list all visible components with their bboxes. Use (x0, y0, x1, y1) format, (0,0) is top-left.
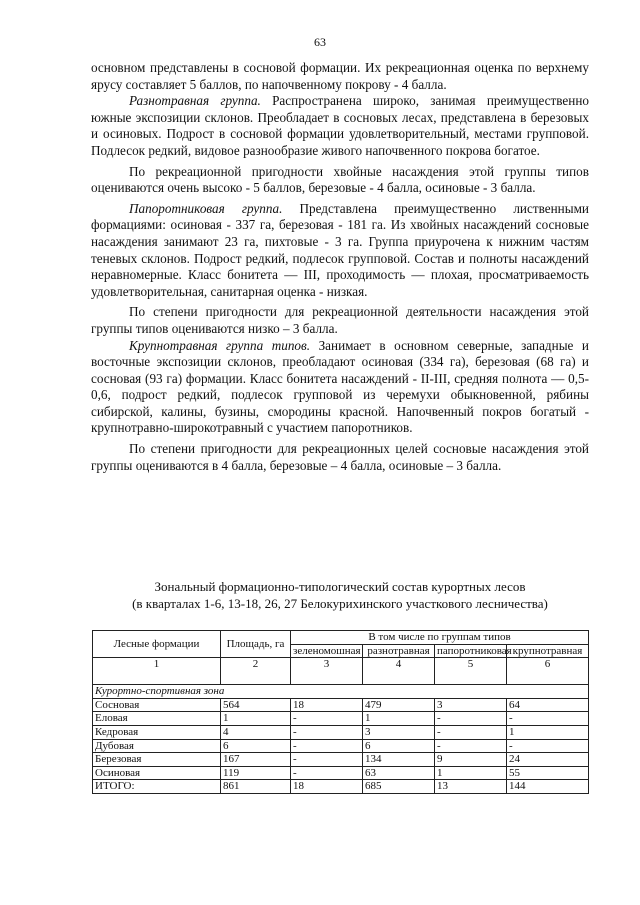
page-number: 63 (314, 35, 326, 49)
value-cell: 18 (291, 780, 363, 794)
value-cell: - (291, 712, 363, 726)
formation-name: Березовая (93, 753, 221, 767)
group-title: Разнотравная группа. (129, 93, 261, 109)
paragraph-text: Распространена широко, занимая преимущественно южные экспозиции склонов. Преобладает в сосновых лесах, представлена в березовых и осиновых. Подрост в сосновой формации удовлетворительный, местами групповой. Подлесок редкий, видовое разнообразие живого напочвенного покрова богатое. (91, 93, 589, 158)
column-number: 5 (435, 658, 507, 685)
area-cell: 119 (221, 766, 291, 780)
value-cell: 685 (363, 780, 435, 794)
value-cell: 144 (507, 780, 589, 794)
paragraph (91, 60, 589, 93)
value-cell: 55 (507, 766, 589, 780)
value-cell: 1 (507, 725, 589, 739)
header-area: Площадь, га (221, 631, 291, 658)
formation-name: Сосновая (93, 698, 221, 712)
value-cell: 1 (363, 712, 435, 726)
table-row (93, 698, 589, 712)
value-cell: - (435, 712, 507, 726)
value-cell: 3 (435, 698, 507, 712)
area-cell: 564 (221, 698, 291, 712)
table-caption (80, 578, 600, 612)
caption-line: Зональный формационно-типологический состав курортных лесов (154, 579, 526, 594)
value-cell: 134 (363, 753, 435, 767)
value-cell: 13 (435, 780, 507, 794)
value-cell: - (507, 739, 589, 753)
header-group: В том числе по группам типов (291, 631, 589, 645)
paragraph-text: основном представлены в сосновой формации. Их рекреационная оценка по верхнему ярусу составляет 5 баллов, по напочвенному покрову - 4 балла. (91, 60, 589, 92)
table-row (93, 766, 589, 780)
value-cell: 1 (435, 766, 507, 780)
group-title: Папоротниковая группа. (129, 200, 283, 216)
value-cell: - (291, 766, 363, 780)
value-cell: - (435, 725, 507, 739)
paragraph-text: Представлена преимущественно лиственными формациями: осиновая - 337 га, березовая - 181 га. Из хвойных насаждений сосновые насаждения занимают 23 га, пихтовые - 3 га. Группа приурочена к нижним частям теневых склонов. Подрост редкий, подлесок групповой. Состав и полноты насаждений неравномерные. Класс бонитета — III, проходимость — плохая, просматриваемость удовлетворительная, санитарная оценка - низкая. (91, 200, 589, 299)
value-cell: 64 (507, 698, 589, 712)
subheader-cell: зеленомошная (291, 644, 363, 658)
subheader-cell: разнотравная (363, 644, 435, 658)
value-cell: - (291, 725, 363, 739)
area-cell: 1 (221, 712, 291, 726)
area-cell: 167 (221, 753, 291, 767)
area-cell: 6 (221, 739, 291, 753)
formation-name: Дубовая (93, 739, 221, 753)
paragraph-text: По степени пригодности для рекреационной деятельности насаждения этой группы типов оцениваются низко – 3 балла. (91, 304, 589, 336)
value-cell: - (435, 739, 507, 753)
column-number: 1 (93, 658, 221, 685)
value-cell: - (291, 753, 363, 767)
table-header-row (93, 631, 589, 645)
formation-name: Еловая (93, 712, 221, 726)
table-total-row (93, 780, 589, 794)
table-row (93, 739, 589, 753)
paragraph (91, 338, 589, 438)
value-cell: - (291, 739, 363, 753)
value-cell: - (507, 712, 589, 726)
area-cell: 4 (221, 725, 291, 739)
table-row (93, 753, 589, 767)
area-cell: 861 (221, 780, 291, 794)
value-cell: 9 (435, 753, 507, 767)
formation-name: Осиновая (93, 766, 221, 780)
column-number: 4 (363, 658, 435, 685)
header-formations: Лесные формации (93, 631, 221, 658)
value-cell: 6 (363, 739, 435, 753)
caption-line: (в кварталах 1-6, 13-18, 26, 27 Белокурихинского участкового лесничества) (132, 596, 548, 611)
formation-name: Кедровая (93, 725, 221, 739)
paragraph (91, 93, 589, 159)
zone-label: Курортно-спортивная зона (93, 685, 589, 699)
paragraph (91, 164, 589, 197)
paragraph (91, 304, 589, 337)
table-row (93, 712, 589, 726)
formation-name: ИТОГО: (93, 780, 221, 794)
paragraph-text: По степени пригодности для рекреационных целей сосновые насаждения этой группы оцениваются в 4 балла, березовые – 4 балла, осиновые – 3 балла. (91, 441, 589, 473)
value-cell: 18 (291, 698, 363, 712)
subheader-cell: крупнотравная (507, 644, 589, 658)
group-title: Крупнотравная группа типов. (129, 337, 311, 353)
table-row (93, 725, 589, 739)
value-cell: 24 (507, 753, 589, 767)
subheader-cell: папоротниковая (435, 644, 507, 658)
paragraph-text: По рекреационной пригодности хвойные насаждения этой группы типов оцениваются очень высоко - 5 баллов, березовые - 4 балла, осиновые - 3 балла. (91, 163, 589, 196)
paragraph (91, 201, 589, 301)
value-cell: 63 (363, 766, 435, 780)
value-cell: 479 (363, 698, 435, 712)
zone-row (93, 685, 589, 699)
value-cell: 3 (363, 725, 435, 739)
paragraph (91, 441, 589, 474)
paragraph-text: Занимает в основном северные, западные и восточные экспозиции склонов, преобладают осиновая (334 га), березовая (68 га) и сосновая (93 га) формации. Класс бонитета насаждений - II-III, средняя полнота — 0,5-0,6, подрост редкий, подлесок групповой из черемухи обыкновенной, рябины сибирской, калины, бузины, смородины красной. Напочвенный покров богатый - крупнотравно-широкотравный с участием папоротников. (91, 337, 589, 436)
column-number: 6 (507, 658, 589, 685)
column-number-row (93, 658, 589, 685)
forest-composition-table (92, 630, 589, 794)
body-text (91, 60, 589, 474)
column-number: 2 (221, 658, 291, 685)
column-number: 3 (291, 658, 363, 685)
